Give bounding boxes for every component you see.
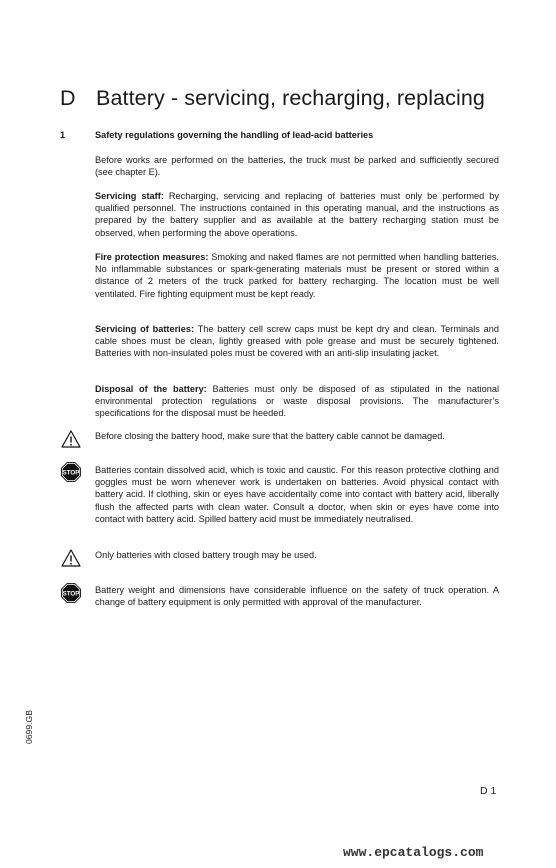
servicing-staff-paragraph (95, 190, 499, 239)
page-title (60, 86, 540, 111)
intro-text: Before works are performed on the batteries, the truck must be parked and sufficiently secured (see chapter E). (95, 155, 499, 178)
disposal-text (95, 383, 499, 420)
disposal-paragraph (95, 383, 499, 420)
page-number: D 1 (480, 785, 497, 797)
stop-notice-1 (95, 464, 499, 525)
fire-protection-body: Smoking and naked flames are not permitted when handling batteries. No inflammable substances or spark-generating materials must be present or stored within a distance of 2 meters of the truck parked for battery recharging. The location must be well ventilated. Fire fighting equipment must be kept ready. (95, 252, 499, 299)
stop-sign-icon (60, 582, 82, 604)
intro-paragraph (95, 154, 499, 178)
page-title-text: Battery - servicing, recharging, replacing (96, 86, 485, 110)
watermark-url: www.epcatalogs.com (343, 845, 484, 860)
stop-sign-label: STOP (62, 469, 80, 477)
fire-protection-paragraph (95, 251, 499, 300)
stop-sign-icon (60, 461, 82, 483)
warning-notice-2 (95, 549, 499, 561)
servicing-batteries-text (95, 323, 499, 360)
servicing-staff-label: Servicing staff: (95, 191, 164, 201)
servicing-staff-body: Recharging, servicing and replacing of batteries must only be performed by qualified personnel. The instructions contained in this operating manual, and the instructions as prepared by the battery supplier and as available at the battery recharging station must be observed, when performing the above operations. (95, 191, 500, 238)
section-letter: D (60, 86, 76, 110)
warning-triangle-icon (60, 547, 82, 569)
section-number: 1 (60, 130, 66, 140)
servicing-staff-text (95, 190, 499, 239)
section-heading-text: Safety regulations governing the handling of lead-acid batteries (95, 130, 374, 140)
disposal-label: Disposal of the battery: (95, 384, 207, 394)
disposal-body: Batteries must only be disposed of as stipulated in the national environmental protection regulations or waste disposal provisions. The manufacturer’s specifications for the disposal must be heeded. (95, 384, 499, 419)
warning-notice-2-text: Only batteries with closed battery trough may be used. (95, 550, 317, 560)
document-code: 0699.GB (24, 710, 34, 744)
stop-notice-2 (95, 584, 499, 608)
warning-notice-1 (95, 430, 499, 442)
servicing-batteries-body: The battery cell screw caps must be kept dry and clean. Terminals and cable shoes must be clean, lightly greased with pole grease and must be securely tightened. Batteries with non-insulated poles must be covered with an anti-slip insulating jacket. (95, 324, 500, 359)
fire-protection-text (95, 251, 499, 300)
fire-protection-label: Fire protection measures: (95, 252, 209, 262)
warning-notice-1-text: Before closing the battery hood, make sure that the battery cable cannot be damaged. (95, 431, 445, 441)
servicing-batteries-label: Servicing of batteries: (95, 324, 195, 334)
stop-sign-label: STOP (62, 590, 80, 598)
section-heading (60, 130, 520, 140)
stop-notice-2-text: Battery weight and dimensions have considerable influence on the safety of truck operation. A change of battery equipment is only permitted with approval of the manufacturer. (95, 585, 499, 608)
warning-triangle-icon (60, 428, 82, 450)
servicing-batteries-paragraph (95, 323, 499, 360)
stop-notice-1-text: Batteries contain dissolved acid, which is toxic and caustic. For this reason protective clothing and goggles must be worn whenever work is undertaken on batteries. Avoid physical contact with battery acid. If clothing, skin or eyes have accidentally come into contact with battery acid, liberally flush the affected parts with clean water. Consult a doctor, when skin or eyes have come into contact with battery acid. Spilled battery acid must be immediately neutralised. (95, 465, 499, 524)
